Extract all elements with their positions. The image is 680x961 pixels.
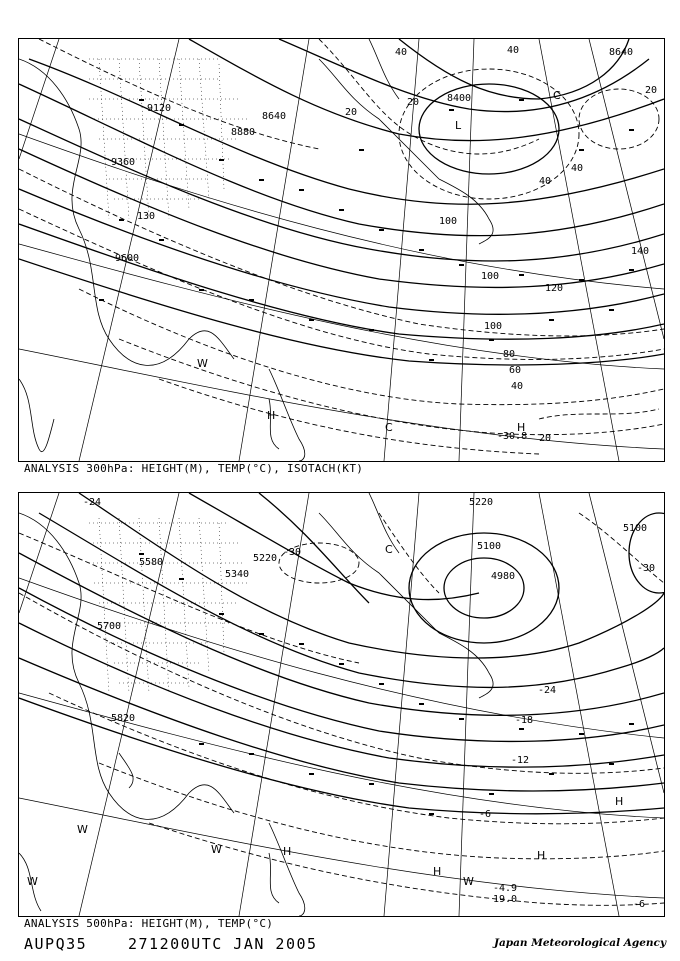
height-label: 5100 bbox=[623, 523, 648, 534]
temp-label: -4.9 bbox=[493, 883, 518, 894]
temp-label: 19.0 bbox=[493, 894, 518, 905]
pressure-center-mark: H bbox=[283, 845, 292, 858]
isotach-label: 80 bbox=[503, 349, 516, 360]
isotach-label: 130 bbox=[137, 211, 156, 222]
isotach-label: 20 bbox=[407, 97, 420, 108]
height-label: 5340 bbox=[225, 569, 250, 580]
isotach-label: 40 bbox=[511, 381, 524, 392]
temp-label: -24 bbox=[83, 497, 102, 508]
isotach-label: 140 bbox=[631, 246, 650, 257]
height-label: 5220 bbox=[253, 553, 278, 564]
isotach-label: 60 bbox=[509, 365, 522, 376]
height-label: 8880 bbox=[231, 127, 256, 138]
isotach-label: 40 bbox=[395, 47, 408, 58]
pressure-center-mark: W bbox=[463, 875, 474, 888]
isotach-labels-300 bbox=[137, 45, 657, 444]
height-labels-500 bbox=[97, 497, 647, 724]
isotach-label: 40 bbox=[539, 176, 552, 187]
height-label: 8640 bbox=[609, 47, 634, 58]
isotach-contours bbox=[19, 39, 664, 454]
pressure-center-mark: H bbox=[537, 849, 546, 862]
isotach-label: 20 bbox=[539, 433, 552, 444]
temp-label: -6 bbox=[479, 809, 492, 820]
isotach-label: 20 bbox=[345, 107, 358, 118]
height-label: 5700 bbox=[97, 621, 122, 632]
temp-label: -30 bbox=[283, 547, 302, 558]
height-label: 5220 bbox=[469, 497, 494, 508]
map-panel-300hpa bbox=[18, 38, 665, 462]
panel-caption-500hpa: ANALYSIS 500hPa: HEIGHT(M), TEMP(°C) bbox=[24, 917, 274, 930]
pressure-center-mark: W bbox=[77, 823, 88, 836]
dotted-region bbox=[89, 59, 249, 219]
isotach-label: 40 bbox=[571, 163, 584, 174]
temp-label: -12 bbox=[511, 755, 530, 766]
pressure-center-mark: C bbox=[553, 89, 561, 102]
panel-caption-300hpa: ANALYSIS 300hPa: HEIGHT(M), TEMP(°C), ISOTACH(KT) bbox=[24, 462, 364, 475]
isotach-label: 120 bbox=[545, 283, 564, 294]
map-300hpa-svg bbox=[19, 39, 664, 461]
pressure-center-mark: L bbox=[455, 119, 462, 132]
pressure-centers-300 bbox=[197, 89, 564, 434]
height-label: 5820 bbox=[111, 713, 136, 724]
height-contours bbox=[19, 493, 664, 814]
temp-label: -24 bbox=[538, 685, 557, 696]
pressure-center-mark: H bbox=[517, 421, 526, 434]
height-label: 8400 bbox=[447, 93, 472, 104]
height-label: 9360 bbox=[111, 157, 136, 168]
height-label: 5100 bbox=[477, 541, 502, 552]
product-id: AUPQ35 bbox=[24, 935, 88, 953]
isotach-label: 100 bbox=[439, 216, 458, 227]
height-label: 8640 bbox=[262, 111, 287, 122]
isotach-label: 100 bbox=[481, 271, 500, 282]
map-panel-500hpa bbox=[18, 492, 665, 917]
isotach-label: 20 bbox=[645, 85, 658, 96]
pressure-center-mark: H bbox=[267, 409, 276, 422]
height-label: 4980 bbox=[491, 571, 516, 582]
agency-name: Japan Meteorological Agency bbox=[494, 937, 667, 949]
map-500hpa-svg bbox=[19, 493, 664, 916]
temp-label: -30.8 bbox=[497, 431, 528, 442]
temp-label: -18 bbox=[515, 715, 534, 726]
pressure-center-mark: C bbox=[385, 421, 393, 434]
height-label: 9600 bbox=[115, 253, 140, 264]
pressure-center-mark: H bbox=[433, 865, 442, 878]
height-contours bbox=[19, 39, 664, 365]
temp-label: -30 bbox=[637, 563, 656, 574]
station-plots bbox=[139, 553, 634, 815]
valid-time: 271200UTC JAN 2005 bbox=[128, 935, 318, 953]
height-label: 5580 bbox=[139, 557, 164, 568]
pressure-center-mark: W bbox=[211, 843, 222, 856]
graticule bbox=[19, 493, 664, 916]
isotach-label: 100 bbox=[484, 321, 503, 332]
pressure-center-mark: W bbox=[27, 875, 38, 888]
pressure-center-mark: W bbox=[197, 357, 208, 370]
pressure-center-mark: C bbox=[385, 543, 393, 556]
temp-label: -6 bbox=[633, 899, 646, 910]
isotherm-contours bbox=[19, 513, 664, 905]
pressure-center-mark: H bbox=[615, 795, 624, 808]
isotach-label: 40 bbox=[507, 45, 520, 56]
height-label: 9120 bbox=[147, 103, 172, 114]
